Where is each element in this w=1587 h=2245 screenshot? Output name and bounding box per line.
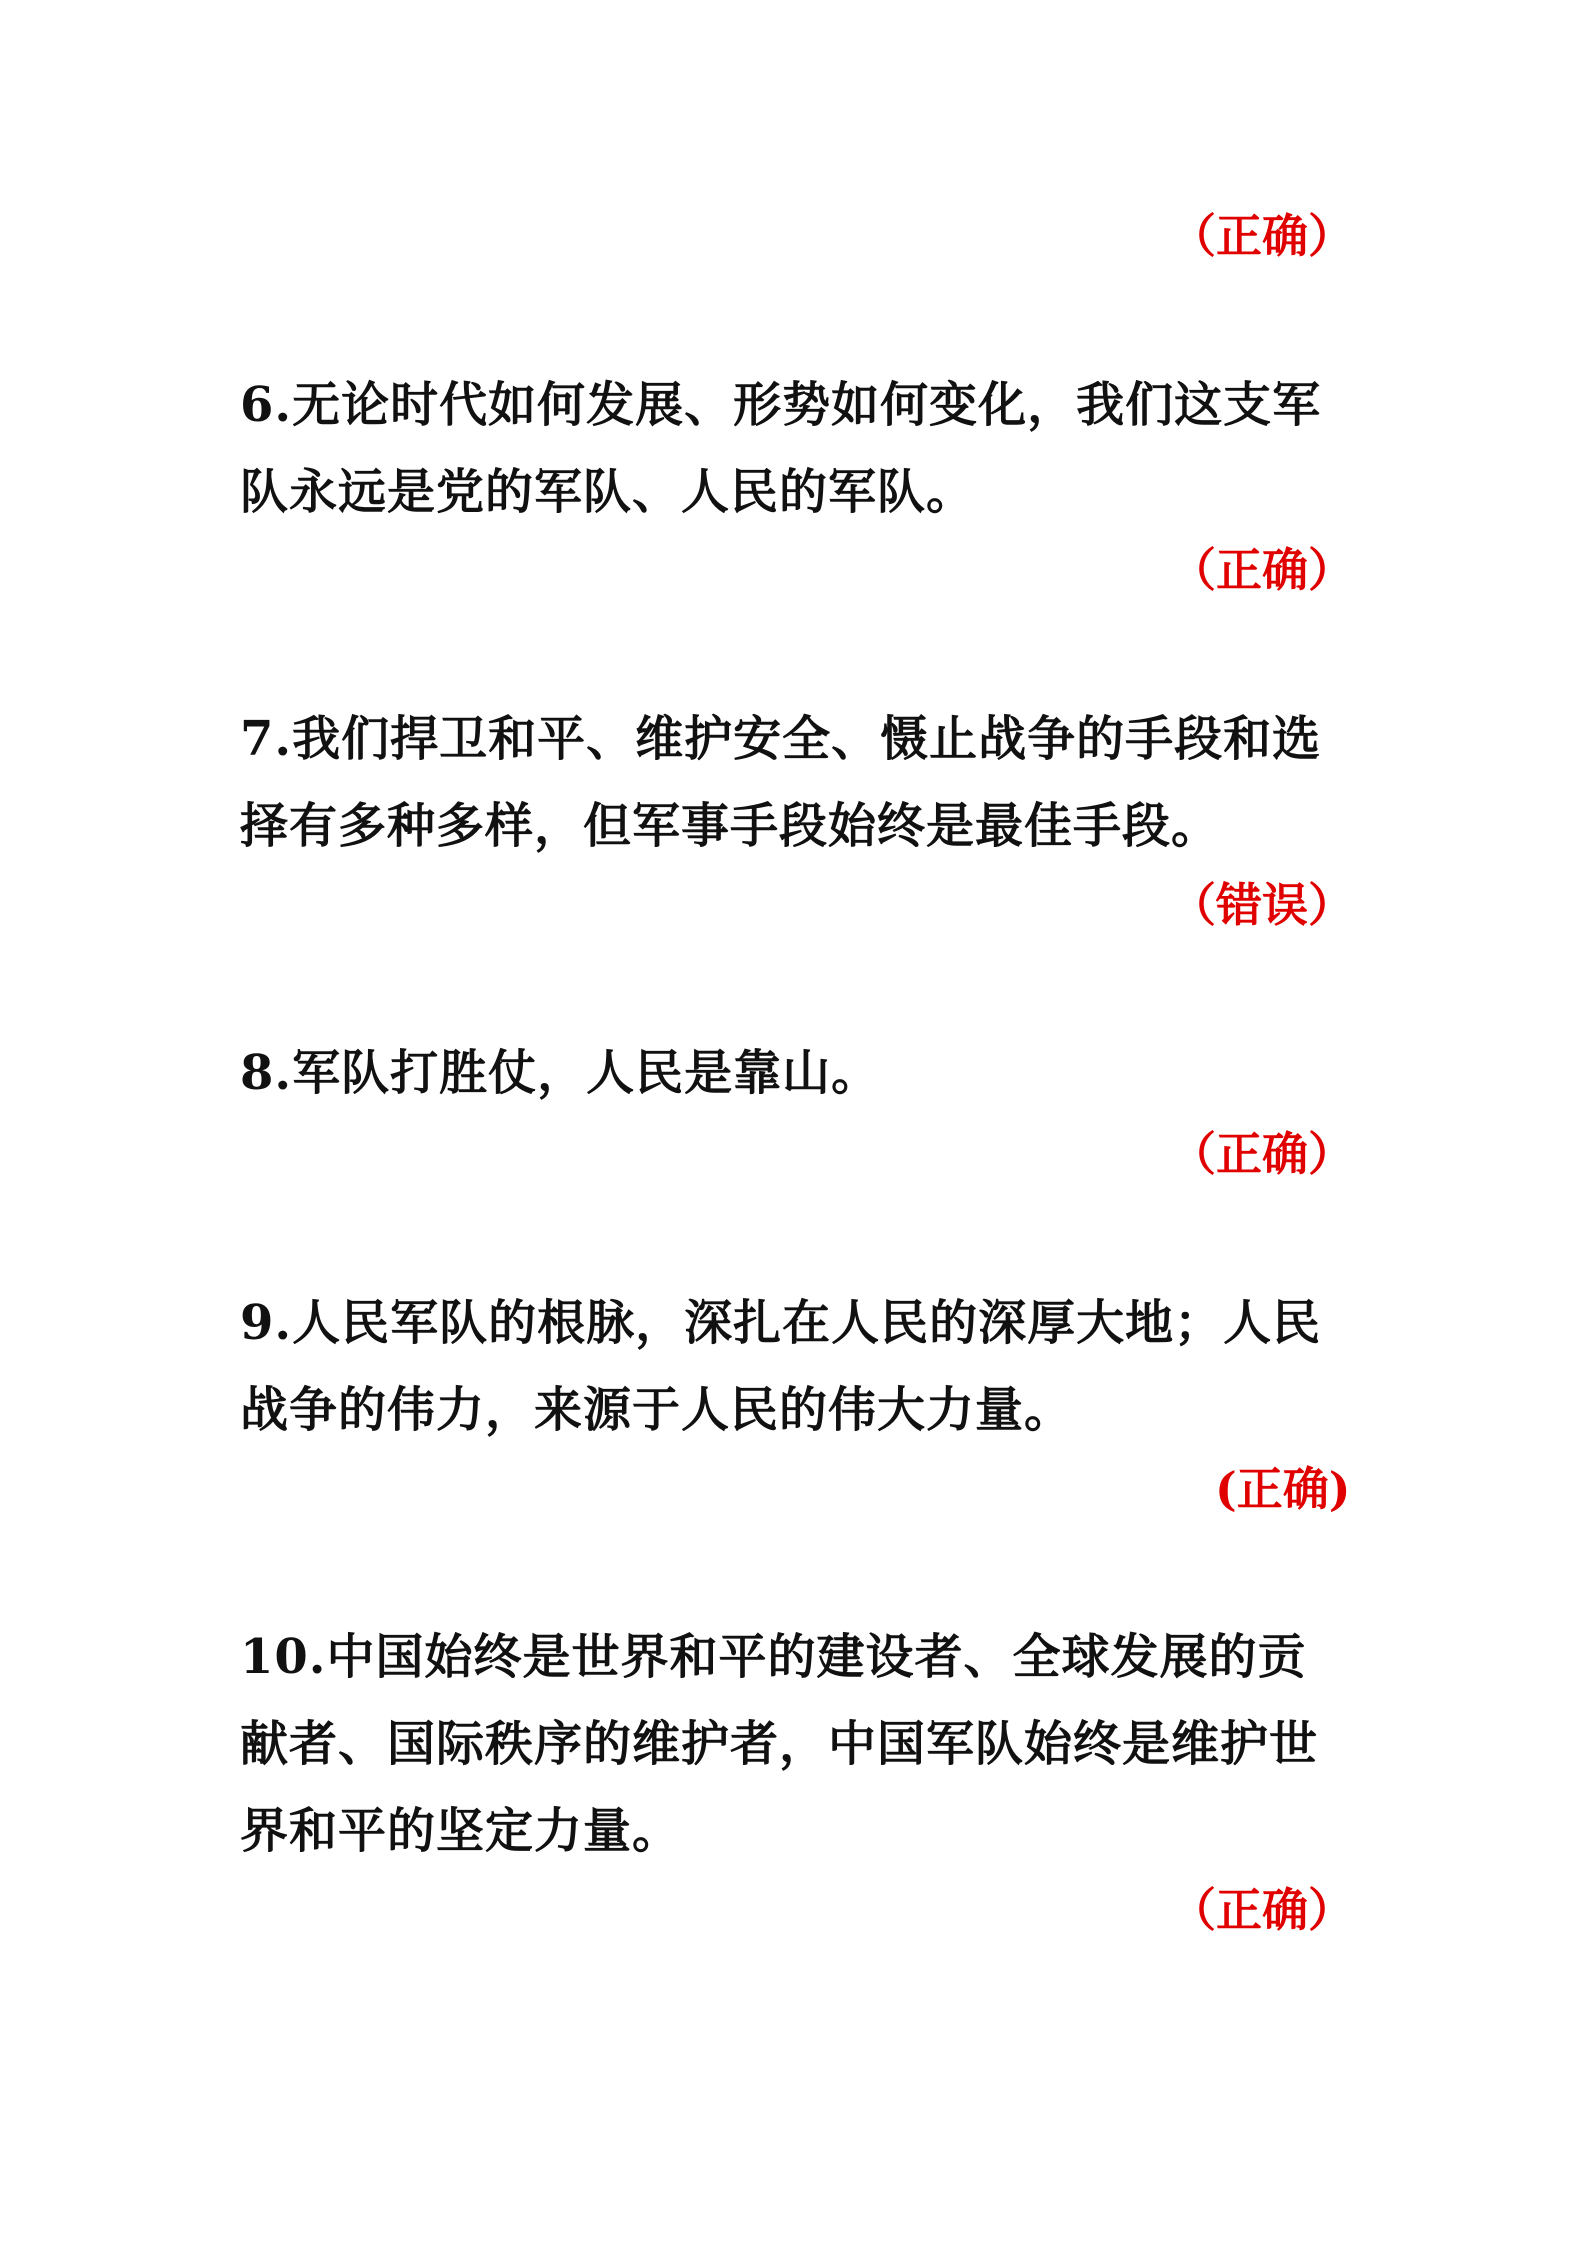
answer-label: （正确） <box>1170 1127 1354 1181</box>
answer-label: （错误） <box>1170 878 1354 932</box>
question-text: 7.我们捍卫和平、维护安全、慑止战争的手段和选择有多种多样，但军事手段始终是最佳手段。 <box>240 711 1322 854</box>
answer-label: （正确） <box>1170 209 1354 263</box>
question-text: 10.中国始终是世界和平的建设者、全球发展的贡献者、国际秩序的维护者，中国军队始终是维护世界和平的坚定力量。 <box>240 1629 1319 1859</box>
answer-label: （正确） <box>1170 1883 1354 1937</box>
answer-label: (正确) <box>1215 1462 1351 1516</box>
question-text: 8.军队打胜仗，人民是靠山。 <box>240 1045 881 1101</box>
answer-label: （正确） <box>1170 543 1354 597</box>
question-text: 9.人民军队的根脉，深扎在人民的深厚大地；人民战争的伟力，来源于人民的伟大力量。 <box>240 1295 1322 1438</box>
question-text: 6.无论时代如何发展、形势如何变化，我们这支军队永远是党的军队、人民的军队。 <box>240 377 1322 520</box>
